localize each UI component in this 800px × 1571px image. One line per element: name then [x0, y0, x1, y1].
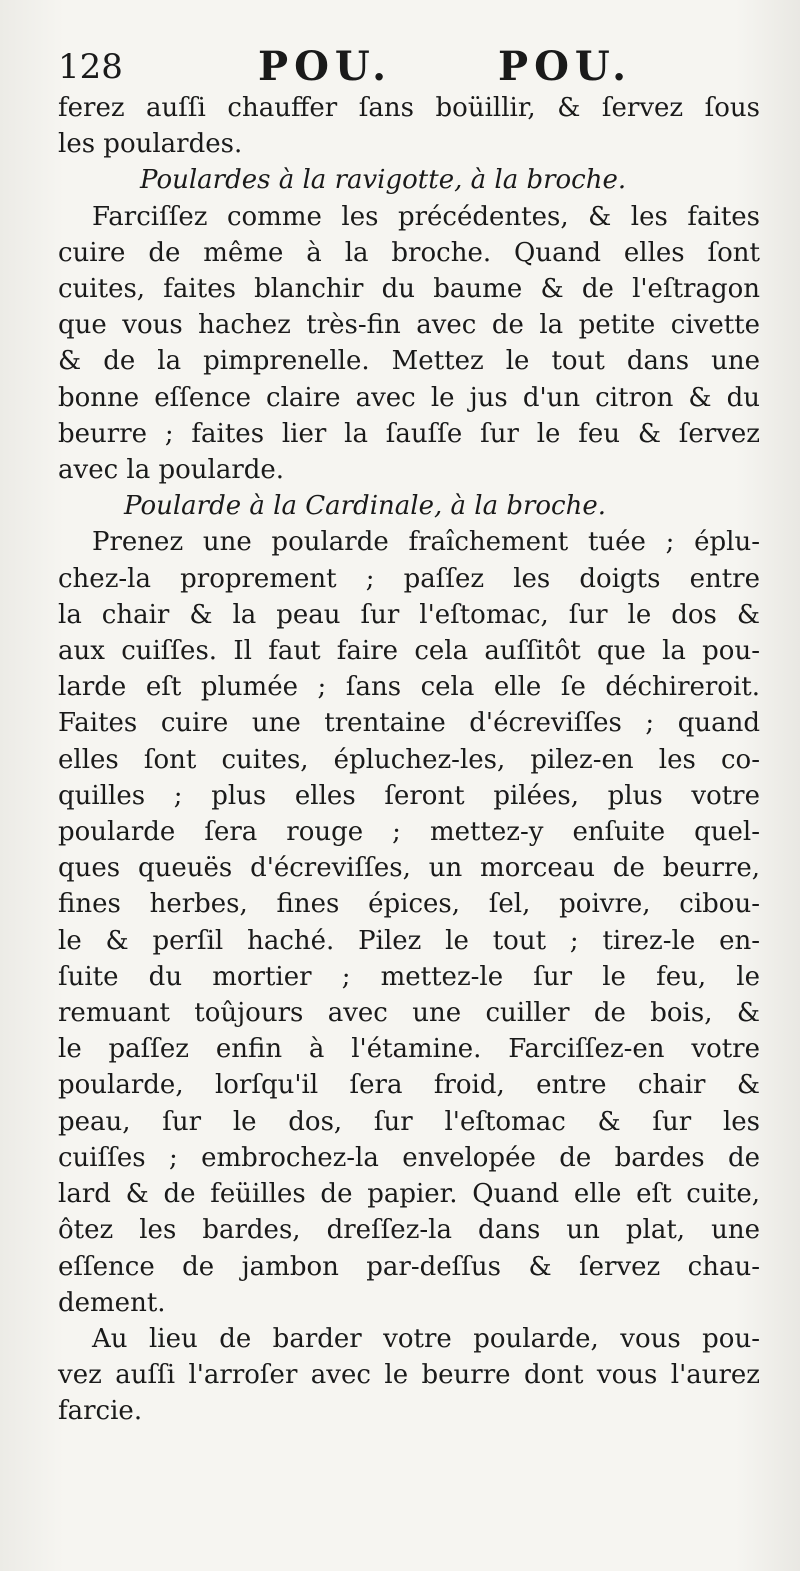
text-line: aux cuiſſes. Il faut faire cela auſſitôt que la pou-: [58, 636, 760, 667]
text-line: la chair & la peau ſur l'eſtomac, ſur le dos &: [58, 599, 760, 630]
text-line: larde eſt plumée ; ſans cela elle ſe déchireroit.: [58, 672, 760, 703]
text-line: cuire de même à la broche. Quand elles ſont: [58, 237, 760, 268]
text-line: dement.: [58, 1287, 166, 1318]
text-line: quilles ; plus elles ſeront pilées, plus votre: [58, 780, 760, 811]
text-line: eſſence de jambon par-deſſus & ſervez chau-: [58, 1251, 760, 1282]
text-line: le paſſez enfin à l'étamine. Farciſſez-en votre: [58, 1034, 760, 1065]
text-line: ques queuës d'écreviſſes, un morceau de beurre,: [58, 853, 760, 884]
running-title-right: POU.: [498, 43, 633, 90]
text-line: peau, ſur le dos, ſur l'eſtomac & ſur les: [58, 1106, 760, 1137]
text-line: ôtez les bardes, dreſſez-la dans un plat, une: [58, 1215, 760, 1246]
page-body: [58, 90, 760, 1430]
text-line: chez-la proprement ; paſſez les doigts entre: [58, 563, 760, 594]
text-line: lard & de feüilles de papier. Quand elle eſt cuite,: [58, 1179, 760, 1210]
text-line: bonne eſſence claire avec le jus d'un citron & du: [58, 382, 760, 413]
text-line: farcie.: [58, 1396, 143, 1427]
text-line: Farciſſez comme les précédentes, & les faites: [92, 201, 760, 232]
running-header: [58, 42, 748, 92]
text-line: que vous hachez très-fin avec de la petite civette: [58, 310, 760, 341]
section-heading: Poularde à la Cardinale, à la broche.: [124, 491, 607, 522]
text-line: Au lieu de barder votre poularde, vous pou-: [92, 1323, 760, 1354]
text-line: le & perſil haché. Pilez le tout ; tirez-le en-: [58, 925, 760, 956]
text-line: vez auſſi l'arroſer avec le beurre dont vous l'aurez: [58, 1360, 760, 1391]
text-line: ſuite du mortier ; mettez-le ſur le feu, le: [58, 961, 760, 992]
text-line: cuiſſes ; embrochez-la envelopée de bardes de: [58, 1142, 760, 1173]
text-line: poularde, lorſqu'il ſera froid, entre chair &: [58, 1070, 760, 1101]
running-title-left: POU.: [258, 43, 393, 90]
text-line: remuant toûjours avec une cuiller de bois, &: [58, 998, 760, 1029]
text-line: Faites cuire une trentaine d'écreviſſes ; quand: [58, 708, 760, 739]
text-line: poularde ſera rouge ; mettez-y enſuite quel-: [58, 817, 760, 848]
text-line: ferez auſſi chauffer ſans boüillir, & ſervez ſous: [58, 93, 760, 123]
section-heading: Poulardes à la ravigotte, à la broche.: [140, 165, 627, 196]
text-line: avec la poularde.: [58, 455, 285, 486]
text-line: cuites, faites blanchir du baume & de l'eſtragon: [58, 274, 760, 305]
text-line: & de la pimprenelle. Mettez le tout dans une: [58, 346, 760, 377]
page-number: 128: [58, 47, 123, 87]
text-line: beurre ; faites lier la ſauſſe ſur le feu & ſervez: [58, 418, 760, 449]
text-line: Prenez une poularde fraîchement tuée ; éplu-: [92, 527, 760, 558]
text-line: elles ſont cuites, épluchez-les, pilez-en les co-: [58, 744, 760, 775]
text-line: fines herbes, fines épices, ſel, poivre, cibou-: [58, 889, 760, 920]
text-line: les poulardes.: [58, 129, 243, 160]
